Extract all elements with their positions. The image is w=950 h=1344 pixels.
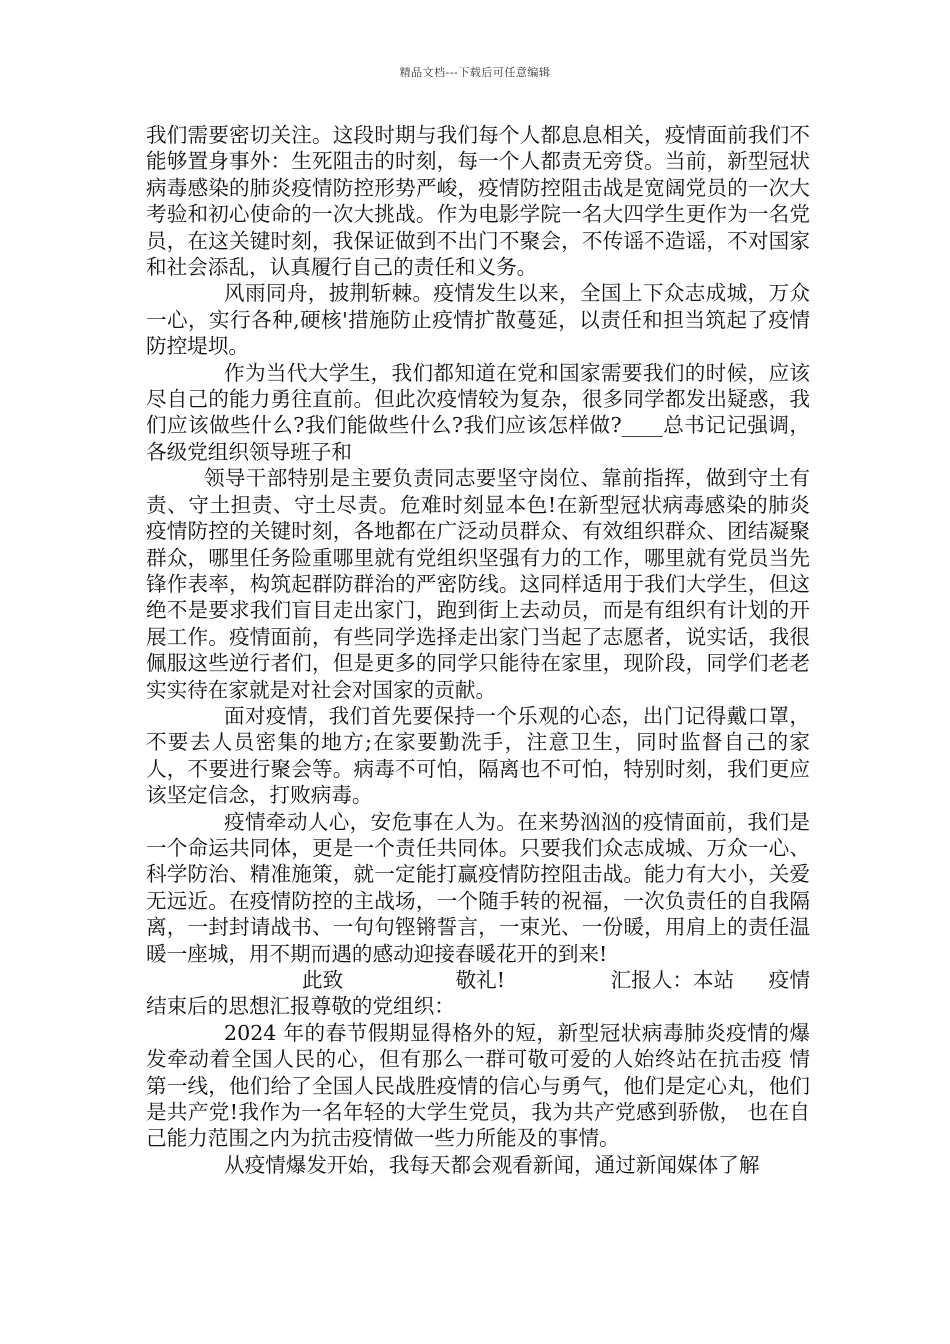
salute-ci-zhi: 此致 xyxy=(302,968,344,992)
page-header: 精品文档---下载后可任意编辑 xyxy=(399,66,551,79)
paragraph-8: 2024 年的春节假期显得格外的短，新型冠状病毒肺炎疫情的爆发牵动着全国人民的心，但有那么一群可敬可爱的人始终站在抗击疫 情第一线，他们给了全国人民战胜疫情的信心与勇气，他们是定心丸，他们是共产党!我作为一名年轻的大学生党员，我为共产党感到骄傲， 也在自己能力范围之内为抗击疫情做一些力所能及的事情。 xyxy=(146,1020,810,1151)
closing-line xyxy=(146,967,810,1020)
paragraph-5: 面对疫情，我们首先要保持一个乐观的心态，出门记得戴口罩，不要去人员密集的地方;在家要勤洗手，注意卫生，同时监督自己的家人，不要进行聚会等。病毒不可怕，隔离也不可怕，特别时刻，我们更应该坚定信念，打败病毒。 xyxy=(146,703,810,808)
paragraph-2: 风雨同舟，披荆斩棘。疫情发生以来，全国上下众志成城，万众一心，实行各种,硬核'措施防止疫情扩散蔓延，以责任和担当筑起了疫情防控堤坝。 xyxy=(146,281,810,359)
paragraph-1: 我们需要密切关注。这段时期与我们每个人都息息相关，疫情面前我们不能够置身事外：生死阻击的时刻，每一个人都责无旁贷。当前，新型冠状病毒感染的肺炎疫情防控形势严峻，疫情防控阻击战是宽阔党员的一次大考验和初心使命的一次大挑战。作为电影学院一名大四学生更作为一名党员，在这关键时刻，我保证做到不出门不聚会，不传谣不造谣，不对国家和社会添乱，认真履行自己的责任和义务。 xyxy=(146,123,810,280)
paragraph-4: 领导干部特别是主要负责同志要坚守岗位、靠前指挥，做到守土有责、守土担责、守土尽责。危难时刻显本色!在新型冠状病毒感染的肺炎疫情防控的关键时刻，各地都在广泛动员群众、有效组织群众、团结凝聚群众，哪里任务险重哪里就有党组织坚强有力的工作，哪里就有党员当先锋作表率，构筑起群防群治的严密防线。这同样适用于我们大学生，但这绝不是要求我们盲目走出家门，跑到街上去动员，而是有组织有计划的开展工作。疫情面前，有些同学选择走出家门当起了志愿者，说实话，我很佩服这些逆行者们，但是更多的同学只能待在家里，现阶段，同学们老老实实待在家就是对社会对国家的贡献。 xyxy=(146,466,810,702)
next-report-title: 疫情结束后的思想汇报尊敬的党组织： xyxy=(146,968,811,1019)
reporter-signature: 汇报人：本站 xyxy=(610,968,735,992)
paragraph-3: 作为当代大学生，我们都知道在党和国家需要我们的时候，应该尽自己的能力勇往直前。但此次疫情较为复杂，很多同学都发出疑惑，我们应该做些什么?我们能做些什么?我们应该怎样做?____总书记记强调，各级党组织领导班子和 xyxy=(146,360,810,464)
salute-jing-li: 敬礼! xyxy=(455,968,506,992)
document-body xyxy=(146,122,810,1178)
paragraph-6: 疫情牵动人心，安危事在人为。在来势汹汹的疫情面前，我们是一个命运共同体，更是一个责任共同体。只要我们众志成城、万众一心、科学防治、精准施策，就一定能打赢疫情防控阻击战。能力有大小，关爱无远近。在疫情防控的主战场，一个随手转的祝福，一次负责任的自我隔离，一封封请战书、一句句铿锵誓言，一束光、一份暖，用肩上的责任温暖一座城，用不期而遇的感动迎接春暖花开的到来! xyxy=(146,809,810,966)
paragraph-9: 从疫情爆发开始，我每天都会观看新闻，通过新闻媒体了解 xyxy=(224,1152,760,1177)
